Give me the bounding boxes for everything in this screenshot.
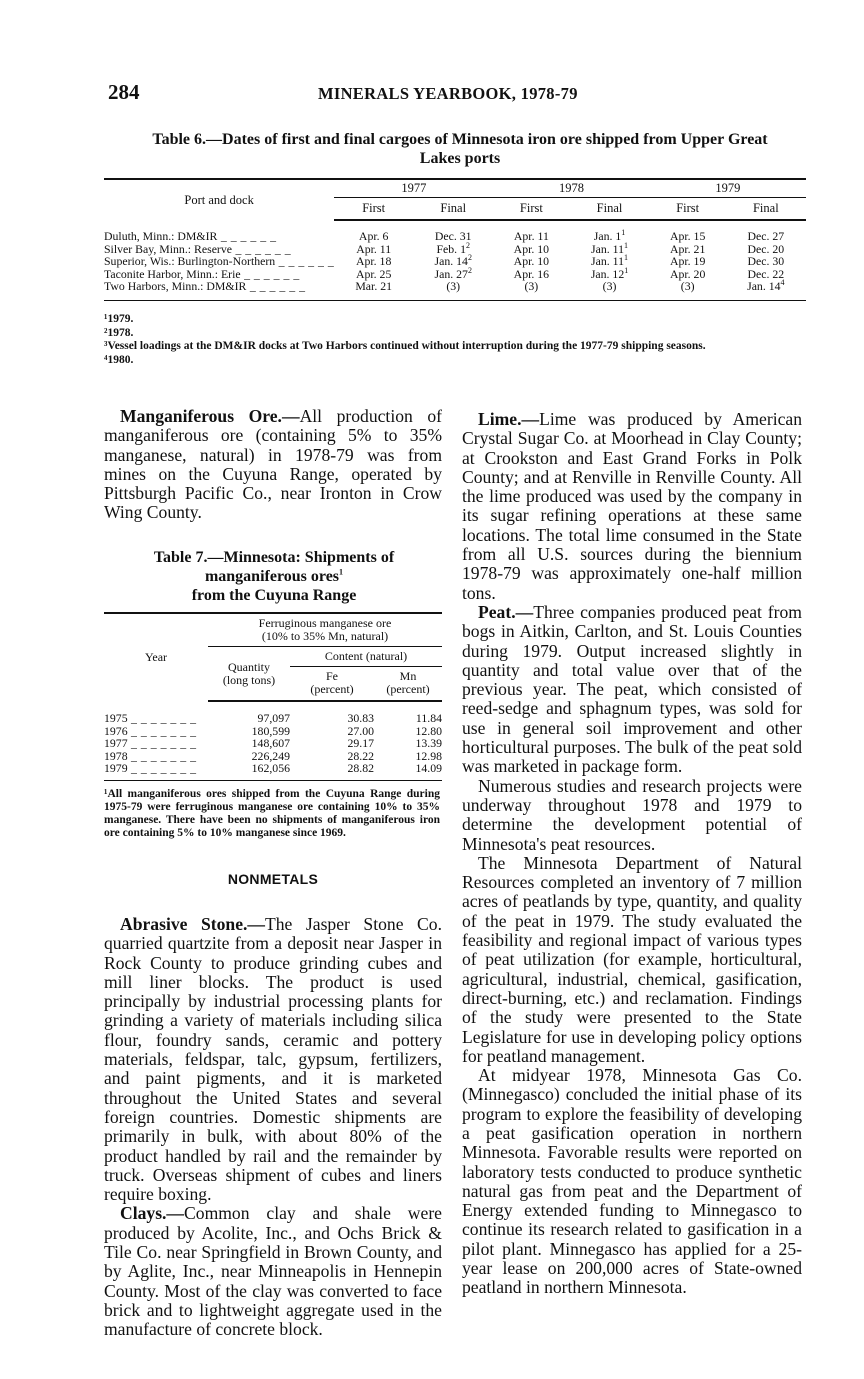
footnote-marker: 1 <box>624 240 629 250</box>
footnote-marker: 4 <box>780 278 785 288</box>
runin-heading: Abrasive Stone.— <box>120 914 266 934</box>
date-cell: (3) <box>446 279 461 293</box>
footnote: ²1978. <box>104 326 134 339</box>
date-cell: Apr. 25 <box>355 266 392 281</box>
paragraph <box>104 915 442 1204</box>
year-cell: 1978 _ _ _ _ _ _ _ <box>104 748 197 763</box>
table6-final-header: Final <box>569 197 649 220</box>
table-row <box>104 280 806 300</box>
fe-cell: 28.22 <box>347 748 374 763</box>
paragraph: Numerous studies and research projects were underway throughout 1978 and 1979 to determine the development potential of Minnesota's peat resources. <box>462 775 802 854</box>
table6-first-header: First <box>334 197 413 220</box>
quantity-cell: 180,599 <box>251 723 290 738</box>
table6 <box>104 178 806 301</box>
date-cell: Apr. 21 <box>669 241 706 256</box>
footnote-marker: 2 <box>467 265 472 275</box>
section-heading-nonmetals: NONMETALS <box>227 871 319 887</box>
paragraph <box>104 1204 442 1339</box>
paragraph: At midyear 1978, Minnesota Gas Co. (Minnegasco) concluded the initial phase of its program to explore the feasibility of developing a peat gasification operation in northern Minnesota. Favorable results were reported on laboratory tests conducted to produce synthetic natural gas from peat and the Department of Energy extended funding to Minnegasco to continue its research related to gasification in a pilot plant. Minnegasco has applied for a 25-year lease on 200,000 acres of State-owned peatland in northern Minnesota. <box>462 1065 802 1298</box>
paragraph-text: Common clay and shale were produced by Acolite, Inc., and Ochs Brick & Tile Co. near Springfield in Brown County, and by Aglite, Inc., near Minneapolis in Hennepin County. Most of the clay was converted to face brick and to lightweight aggregate used in the manufacture of concrete block. <box>104 1203 442 1340</box>
fe-cell: 27.00 <box>347 723 374 738</box>
mn-cell: 12.80 <box>415 723 442 738</box>
date-cell: Apr. 11 <box>356 241 392 256</box>
table6-final-header: Final <box>726 197 806 220</box>
footnote-marker: 1 <box>621 228 626 238</box>
footnote-marker: 1 <box>339 567 344 577</box>
table-row <box>104 701 442 725</box>
footnote-marker: 1 <box>624 253 629 263</box>
table7-title-line: Table 7.—Minnesota: Shipments of <box>153 549 395 566</box>
footnote-marker: 2 <box>465 240 470 250</box>
footnote: ⁴1980. <box>104 353 134 366</box>
port-cell: Superior, Wis.: Burlington-Northern _ _ _ _ _ _ <box>104 254 335 268</box>
table6-port-header: Port and dock <box>104 179 334 220</box>
year-cell: 1976 _ _ _ _ _ _ _ <box>104 723 197 738</box>
date-cell: Jan. $14^2$ <box>434 253 472 268</box>
table6-year-header: 1977 <box>334 179 493 197</box>
table7-year-header: Year <box>104 613 208 701</box>
date-cell: Apr. 11 <box>513 229 549 243</box>
abrasive-clays-section <box>104 915 442 1340</box>
table7-title-line: from the Cuyuna Range <box>191 587 357 604</box>
mn-cell: 12.98 <box>415 748 442 763</box>
year-cell: 1975 _ _ _ _ _ _ _ <box>104 710 197 725</box>
paragraph-text: Three companies produced peat from bogs in Aitkin, Carlton, and St. Louis Counties during 1979. Output increased slightly in quantity and total value over that of the previous year. The peat, which consisted of reed-sedge and sphagnum types, was sold for use in general soil improvement and other horticultural purposes. The bulk of the peat sold was marketed in package form. <box>462 601 802 777</box>
footnote-marker: 2 <box>467 253 472 263</box>
date-cell: Apr. 18 <box>355 254 392 268</box>
footnote-marker: 1 <box>624 265 629 275</box>
lime-peat-section <box>462 410 802 1298</box>
table7-fe-header: Fe (percent) <box>290 667 374 702</box>
table7 <box>104 612 442 781</box>
date-cell: Jan. $14^4$ <box>747 278 785 293</box>
date-cell: (3) <box>602 279 617 293</box>
port-cell: Silver Bay, Minn.: Reserve _ _ _ _ _ _ <box>104 241 292 256</box>
table-row <box>104 762 442 780</box>
manganiferous-section <box>104 407 442 523</box>
footnote: ³Vessel loadings at the DM&IR docks at Two Harbors continued without interruption during the 1977-79 shipping seasons. <box>104 340 706 352</box>
paragraph-text: The Jasper Stone Co. quarried quartzite from a deposit near Jasper in Rock County to produce grinding cubes and mill liner blocks. The product is used principally by industrial processing plants for grinding a variety of materials including silica flour, foundry sands, ceramic and pottery materials, feldspar, talc, gypsum, fertilizers, and paint pigments, and it is marketed throughout the United States and several foreign countries. Domestic shipments are primarily in bulk, with about 80% of the product handled by rail and the remainder by truck. Overseas shipment of cubes and liners require boxing. <box>104 914 442 1205</box>
paragraph <box>462 603 802 777</box>
quantity-cell: 162,056 <box>251 761 290 775</box>
runin-heading: Peat.— <box>478 601 534 622</box>
date-cell: Apr. 10 <box>513 254 550 268</box>
date-cell: (3) <box>680 279 695 293</box>
date-cell: Dec. 27 <box>747 229 785 243</box>
date-cell: Jan. $11^1$ <box>591 240 629 256</box>
table7-title-line: manganiferous ores$^1$ <box>204 567 344 585</box>
date-cell: Jan. $1^1$ <box>593 228 626 243</box>
table6-final-header: Final <box>413 197 493 220</box>
date-cell: Apr. 20 <box>669 266 706 281</box>
mn-cell: 13.39 <box>415 736 442 750</box>
date-cell: Dec. 30 <box>747 254 785 268</box>
paragraph-text: Lime was produced by American Crystal Sugar Co. at Moorhead in Clay County; at Crookston and East Grand Forks in Polk County; and at Renville in Renville County. All the lime produced was used by the company in its sugar refining operations at these same locations. The total lime consumed in the State from all U.S. sources during the biennium 1978-79 was approximately one-half million tons. <box>462 409 802 603</box>
date-cell: Jan. $12^1$ <box>590 265 629 281</box>
quantity-cell: 148,607 <box>251 736 290 750</box>
table6-title: Table 6.—Dates of first and final cargoes of Minnesota iron ore shipped from Upper Great Lakes ports <box>152 131 768 167</box>
table6-first-header: First <box>650 197 726 220</box>
paragraph: The Minnesota Department of Natural Resources completed an inventory of 7 million acres of peatlands by type, quantity, and quality of the peat in 1979. The study evaluated the feasibility and regional impact of various types of peat utilization (for example, horticultural, agricultural, industrial, chemical, gasification, direct-burning, etc.) and reclamation. Findings of the study were presented to the State Legislature for use in developing policy options for peatland management. <box>462 852 802 1066</box>
fe-cell: 29.17 <box>347 736 374 750</box>
date-cell: Mar. 21 <box>355 279 393 293</box>
port-cell: Two Harbors, Minn.: DM&IR _ _ _ _ _ _ <box>104 279 306 293</box>
date-cell: Dec. 22 <box>747 266 785 281</box>
paragraph-text: All production of manganiferous ore (containing 5% to 35% manganese, natural) in 1978-79 was from mines on the Cuyuna Range, operated by Pittsburgh Pacific Co., near Ironton in Crow Wing County. <box>104 406 442 523</box>
table7-title <box>104 548 444 605</box>
mn-cell: 14.09 <box>415 761 442 775</box>
year-cell: 1979 _ _ _ _ _ _ _ <box>104 761 197 775</box>
paragraph <box>104 407 442 523</box>
table6-first-header: First <box>493 197 569 220</box>
date-cell: Jan. $27^2$ <box>434 265 472 281</box>
date-cell: Dec. 20 <box>747 241 785 256</box>
date-cell: Apr. 19 <box>669 254 706 268</box>
table-row <box>104 220 806 243</box>
date-cell: Apr. 10 <box>513 241 550 256</box>
fe-cell: 30.83 <box>347 711 374 725</box>
port-cell: Duluth, Minn.: DM&IR _ _ _ _ _ _ <box>104 228 277 243</box>
table7-mn-header: Mn (percent) <box>374 667 442 702</box>
paragraph <box>462 410 802 603</box>
date-cell: Apr. 16 <box>513 266 550 281</box>
fe-cell: 28.82 <box>347 761 374 775</box>
date-cell: Apr. 15 <box>669 229 706 243</box>
table7-group-header: Ferruginous manganese ore (10% to 35% Mn, natural) <box>208 613 442 647</box>
table7-content-header: Content (natural) <box>290 647 442 667</box>
mn-cell: 11.84 <box>415 711 442 725</box>
table6-year-header: 1978 <box>493 179 649 197</box>
runin-heading: Clays.— <box>120 1203 185 1224</box>
year-cell: 1977 _ _ _ _ _ _ _ <box>104 736 197 750</box>
runin-heading: Lime.— <box>478 409 540 429</box>
port-cell: Taconite Harbor, Minn.: Erie _ _ _ _ _ _ <box>104 266 300 281</box>
table7-footnote: ¹All manganiferous ores shipped from the Cuyuna Range during 1975-79 were ferruginous manganese ore containing 10% to 35% manganese. There have been no shipments of manganiferous iron ore containing 5% to 10% manganese since 1969. <box>104 788 440 839</box>
quantity-cell: 226,249 <box>251 748 290 763</box>
page-number: 284 <box>108 80 140 104</box>
table6-year-header: 1979 <box>650 179 806 197</box>
date-cell: Feb. $1^2$ <box>436 240 470 256</box>
runin-heading: Manganiferous Ore.— <box>120 406 300 426</box>
date-cell: (3) <box>524 279 539 293</box>
quantity-cell: 97,097 <box>257 711 290 725</box>
table6-footnotes <box>104 313 806 367</box>
table7-quantity-header: Quantity (long tons) <box>208 647 290 702</box>
date-cell: Apr. 6 <box>358 229 389 243</box>
date-cell: Dec. 31 <box>434 229 472 243</box>
footnote: ¹1979. <box>104 313 134 325</box>
date-cell: Jan. $11^1$ <box>591 253 629 268</box>
running-title: MINERALS YEARBOOK, 1978-79 <box>318 84 578 103</box>
